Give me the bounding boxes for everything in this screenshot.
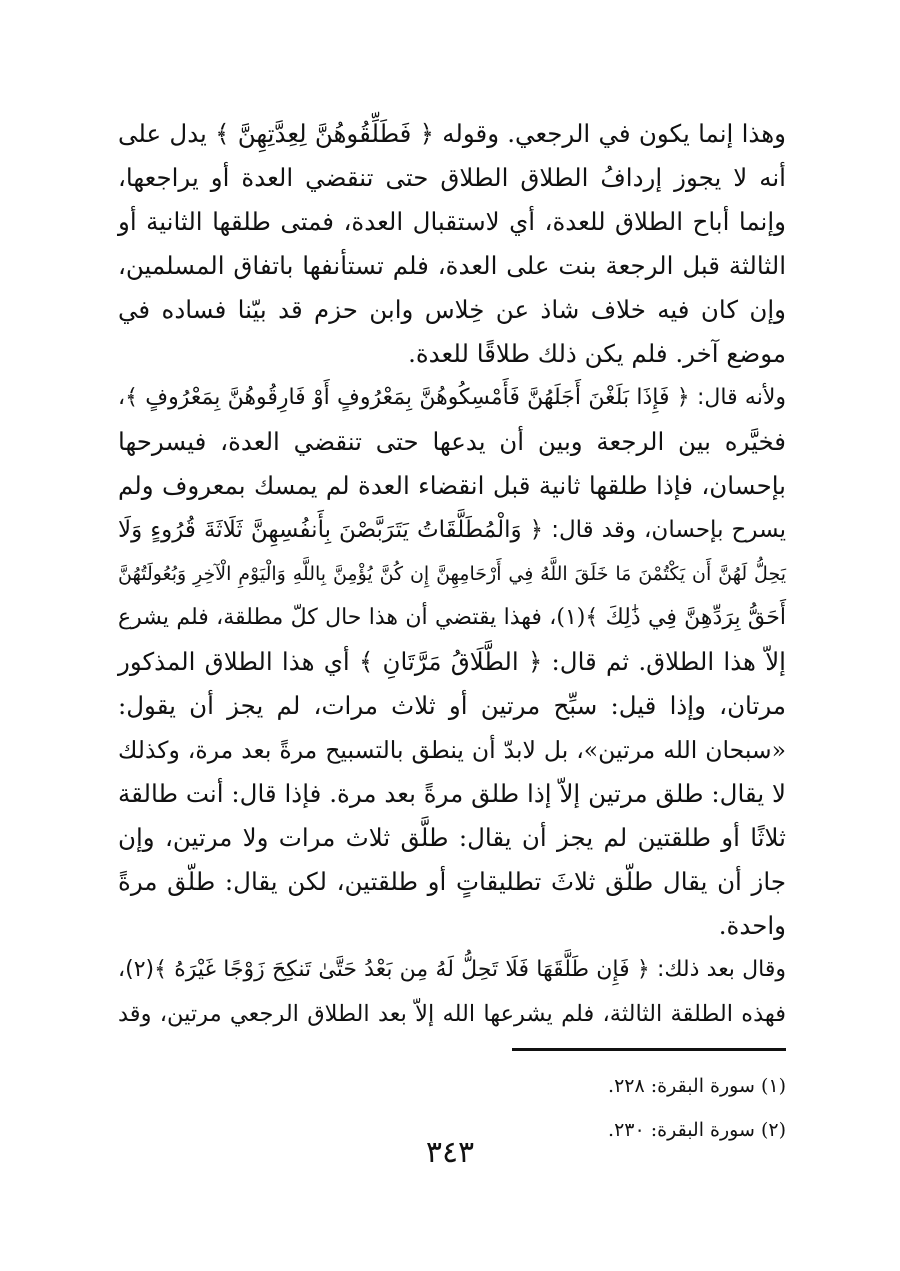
quran-verse-line: ولأنه قال: ﴿ فَإِذَا بَلَغْنَ أَجَلَهُنَّ فَأَمْسِكُوهُنَّ بِمَعْرُوفٍ أَوْ فَارِقُوهُنَّ بِمَعْرُوفٍ ﴾، <box>118 385 786 410</box>
text-line: وإنما أباح الطلاق للعدة، أي لاستقبال العدة، فمتى طلقها الثانية أو <box>118 207 786 236</box>
text-line: موضع آخر. فلم يكن ذلك طلاقًا للعدة. <box>408 339 786 368</box>
text-line: مرتان، وإذا قيل: سبِّح مرتين أو ثلاث مرات، لم يجز أن يقول: <box>118 691 786 720</box>
text-line: أَحَقُّ بِرَدِّهِنَّ فِي ذَٰلِكَ ﴾(١)، فهذا يقتضي أن هذا حال كلّ مطلقة، فلم يشرع <box>118 605 786 630</box>
quran-verse-line: وقال بعد ذلك: ﴿ فَإِن طَلَّقَهَا فَلَا تَحِلُّ لَهُ مِن بَعْدُ حَتَّىٰ تَنكِحَ زَوْجًا غَيْرَهُ ﴾(٢)، <box>118 957 786 982</box>
text-line: وهذا إنما يكون في الرجعي. وقوله ﴿ فَطَلِّقُوهُنَّ لِعِدَّتِهِنَّ ﴾ يدل على <box>118 119 786 148</box>
text-line: «سبحان الله مرتين»، بل لابدّ أن ينطق بالتسبيح مرةً بعد مرة، وكذلك <box>118 736 786 764</box>
main-text <box>118 112 786 1036</box>
text-line: فهذه الطلقة الثالثة، فلم يشرعها الله إلاّ بعد الطلاق الرجعي مرتين، وقد <box>118 1001 786 1027</box>
quran-verse-line: يَحِلُّ لَهُنَّ أَن يَكْتُمْنَ مَا خَلَقَ اللَّهُ فِي أَرْحَامِهِنَّ إِن كُنَّ يُؤْمِنَّ بِاللَّهِ وَالْيَوْمِ الْآخِرِ وَبُعُولَتُهُنَّ <box>118 563 786 585</box>
footnote-separator <box>512 1048 786 1051</box>
text-line: جاز أن يقال طلّق ثلاثَ تطليقاتٍ أو طلقتين، لكن يقال: طلّق مرةً <box>118 867 786 896</box>
text-line: وإن كان فيه خلاف شاذ عن خِلاس وابن حزم قد بيّنا فساده في <box>118 295 786 324</box>
footnote: (١) سورة البقرة: ٢٢٨. <box>608 1075 786 1097</box>
text-line: بإحسان، فإذا طلقها ثانية قبل انقضاء العدة لم يمسك بمعروف ولم <box>118 471 786 500</box>
text-line: إلاّ هذا الطلاق. ثم قال: ﴿ الطَّلَاقُ مَرَّتَانِ ﴾ أي هذا الطلاق المذكور <box>118 647 786 676</box>
text-line: لا يقال: طلق مرتين إلاّ إذا طلق مرةً بعد مرة. فإذا قال: أنت طالقة <box>118 779 786 808</box>
page-number: ٣٤٣ <box>425 1135 475 1170</box>
text-line: واحدة. <box>718 911 786 940</box>
text-line: فخيَّره بين الرجعة وبين أن يدعها حتى تنقضي العدة، فيسرحها <box>118 427 786 456</box>
text-line: أنه لا يجوز إردافُ الطلاق الطلاق حتى تنقضي العدة أو يراجعها، <box>118 163 786 192</box>
quran-verse-line: يسرح بإحسان، وقد قال: ﴿ وَالْمُطَلَّقَاتُ يَتَرَبَّصْنَ بِأَنفُسِهِنَّ ثَلَاثَةَ قُرُوءٍ وَلَا <box>118 517 786 543</box>
text-line: ثلاثًا أو طلقتين لم يجز أن يقال: طلَّق ثلاث مرات ولا مرتين، وإن <box>118 823 786 852</box>
footnote: (٢) سورة البقرة: ٢٣٠. <box>608 1119 786 1141</box>
text-line: الثالثة قبل الرجعة بنت على العدة، فلم تستأنفها باتفاق المسلمين، <box>118 251 786 280</box>
